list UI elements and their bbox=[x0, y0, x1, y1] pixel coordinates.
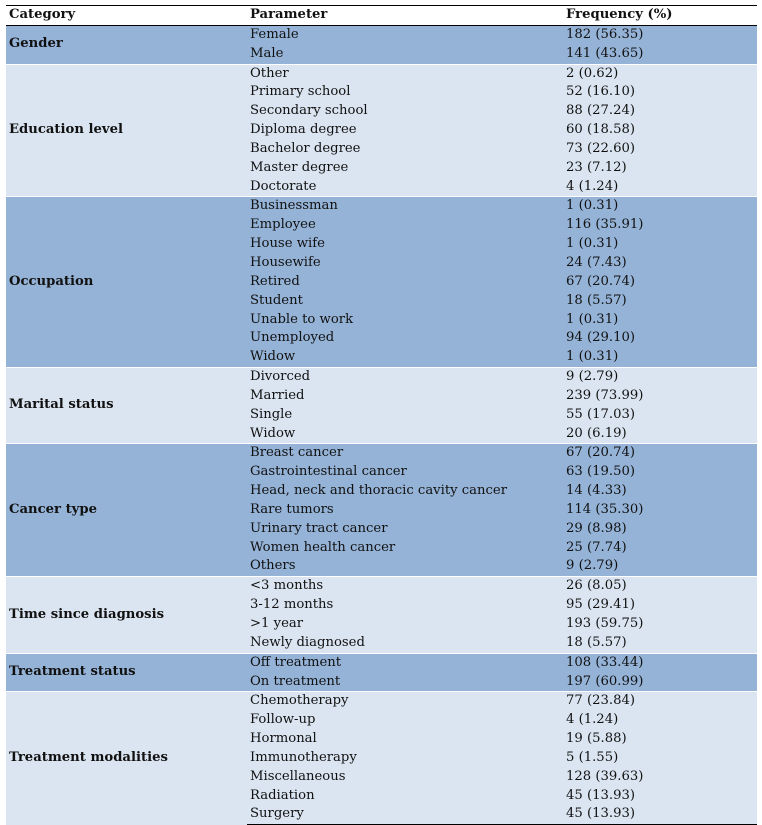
frequency-cell: 18 (5.57) bbox=[563, 634, 757, 653]
parameter-cell: Married bbox=[247, 387, 563, 406]
category-cell: Occupation bbox=[6, 197, 247, 368]
parameter-cell: Businessman bbox=[247, 197, 563, 216]
parameter-cell: Retired bbox=[247, 273, 563, 292]
parameter-cell: Widow bbox=[247, 348, 563, 367]
frequency-cell: 24 (7.43) bbox=[563, 254, 757, 273]
parameter-cell: Unable to work bbox=[247, 311, 563, 330]
parameter-cell: 3-12 months bbox=[247, 596, 563, 615]
parameter-cell: Housewife bbox=[247, 254, 563, 273]
frequency-cell: 114 (35.30) bbox=[563, 501, 757, 520]
parameter-cell: Widow bbox=[247, 425, 563, 444]
parameter-cell: Employee bbox=[247, 216, 563, 235]
table-row bbox=[6, 444, 757, 463]
frequency-cell: 108 (33.44) bbox=[563, 653, 757, 672]
parameter-cell: Divorced bbox=[247, 368, 563, 387]
parameter-cell: Bachelor degree bbox=[247, 140, 563, 159]
parameter-cell: Female bbox=[247, 25, 563, 44]
frequency-cell: 18 (5.57) bbox=[563, 292, 757, 311]
frequency-cell: 45 (13.93) bbox=[563, 805, 757, 824]
parameter-cell: Male bbox=[247, 45, 563, 64]
parameter-cell: On treatment bbox=[247, 673, 563, 692]
frequency-cell: 88 (27.24) bbox=[563, 102, 757, 121]
parameter-cell: Unemployed bbox=[247, 329, 563, 348]
parameter-cell: House wife bbox=[247, 235, 563, 254]
table-row bbox=[6, 25, 757, 44]
header-parameter: Parameter bbox=[247, 6, 563, 26]
frequency-cell: 197 (60.99) bbox=[563, 673, 757, 692]
frequency-cell: 63 (19.50) bbox=[563, 463, 757, 482]
frequency-cell: 45 (13.93) bbox=[563, 787, 757, 806]
parameter-cell: Radiation bbox=[247, 787, 563, 806]
category-cell: Time since diagnosis bbox=[6, 577, 247, 653]
category-cell: Marital status bbox=[6, 368, 247, 444]
table-row bbox=[6, 692, 757, 711]
table-row bbox=[6, 577, 757, 596]
frequency-cell: 9 (2.79) bbox=[563, 368, 757, 387]
frequency-cell: 60 (18.58) bbox=[563, 121, 757, 140]
frequency-cell: 193 (59.75) bbox=[563, 615, 757, 634]
parameter-cell: Follow-up bbox=[247, 711, 563, 730]
demographics-table-container bbox=[6, 5, 757, 825]
frequency-cell: 5 (1.55) bbox=[563, 749, 757, 768]
frequency-cell: 52 (16.10) bbox=[563, 83, 757, 102]
frequency-cell: 94 (29.10) bbox=[563, 329, 757, 348]
demographics-table bbox=[6, 5, 757, 825]
frequency-cell: 19 (5.88) bbox=[563, 730, 757, 749]
parameter-cell: Off treatment bbox=[247, 653, 563, 672]
frequency-cell: 1 (0.31) bbox=[563, 235, 757, 254]
frequency-cell: 67 (20.74) bbox=[563, 444, 757, 463]
parameter-cell: Rare tumors bbox=[247, 501, 563, 520]
parameter-cell: Women health cancer bbox=[247, 539, 563, 558]
parameter-cell: Other bbox=[247, 64, 563, 83]
parameter-cell: Hormonal bbox=[247, 730, 563, 749]
header-category: Category bbox=[6, 6, 247, 26]
parameter-cell: Miscellaneous bbox=[247, 768, 563, 787]
parameter-cell: Others bbox=[247, 557, 563, 576]
frequency-cell: 29 (8.98) bbox=[563, 520, 757, 539]
frequency-cell: 73 (22.60) bbox=[563, 140, 757, 159]
frequency-cell: 67 (20.74) bbox=[563, 273, 757, 292]
frequency-cell: 95 (29.41) bbox=[563, 596, 757, 615]
category-cell: Treatment status bbox=[6, 653, 247, 692]
frequency-cell: 2 (0.62) bbox=[563, 64, 757, 83]
frequency-cell: 1 (0.31) bbox=[563, 311, 757, 330]
frequency-cell: 77 (23.84) bbox=[563, 692, 757, 711]
table-row bbox=[6, 368, 757, 387]
parameter-cell: Gastrointestinal cancer bbox=[247, 463, 563, 482]
frequency-cell: 25 (7.74) bbox=[563, 539, 757, 558]
parameter-cell: Doctorate bbox=[247, 178, 563, 197]
parameter-cell: Urinary tract cancer bbox=[247, 520, 563, 539]
frequency-cell: 4 (1.24) bbox=[563, 711, 757, 730]
frequency-cell: 1 (0.31) bbox=[563, 197, 757, 216]
category-cell: Gender bbox=[6, 25, 247, 64]
frequency-cell: 1 (0.31) bbox=[563, 348, 757, 367]
frequency-cell: 141 (43.65) bbox=[563, 45, 757, 64]
parameter-cell: Surgery bbox=[247, 805, 563, 824]
parameter-cell: Newly diagnosed bbox=[247, 634, 563, 653]
table-row bbox=[6, 653, 757, 672]
table-row bbox=[6, 197, 757, 216]
frequency-cell: 9 (2.79) bbox=[563, 557, 757, 576]
frequency-cell: 4 (1.24) bbox=[563, 178, 757, 197]
parameter-cell: Primary school bbox=[247, 83, 563, 102]
parameter-cell: Student bbox=[247, 292, 563, 311]
parameter-cell: <3 months bbox=[247, 577, 563, 596]
parameter-cell: Immunotherapy bbox=[247, 749, 563, 768]
frequency-cell: 116 (35.91) bbox=[563, 216, 757, 235]
frequency-cell: 182 (56.35) bbox=[563, 25, 757, 44]
category-cell: Treatment modalities bbox=[6, 692, 247, 825]
table-header bbox=[6, 6, 757, 26]
category-cell: Cancer type bbox=[6, 444, 247, 577]
category-cell: Education level bbox=[6, 64, 247, 197]
frequency-cell: 20 (6.19) bbox=[563, 425, 757, 444]
table-body bbox=[6, 25, 757, 824]
parameter-cell: Secondary school bbox=[247, 102, 563, 121]
parameter-cell: Diploma degree bbox=[247, 121, 563, 140]
parameter-cell: Chemotherapy bbox=[247, 692, 563, 711]
frequency-cell: 23 (7.12) bbox=[563, 159, 757, 178]
frequency-cell: 239 (73.99) bbox=[563, 387, 757, 406]
parameter-cell: Breast cancer bbox=[247, 444, 563, 463]
frequency-cell: 128 (39.63) bbox=[563, 768, 757, 787]
frequency-cell: 26 (8.05) bbox=[563, 577, 757, 596]
header-frequency: Frequency (%) bbox=[563, 6, 757, 26]
frequency-cell: 14 (4.33) bbox=[563, 482, 757, 501]
table-row bbox=[6, 64, 757, 83]
parameter-cell: Single bbox=[247, 406, 563, 425]
header-row bbox=[6, 6, 757, 26]
frequency-cell: 55 (17.03) bbox=[563, 406, 757, 425]
parameter-cell: Head, neck and thoracic cavity cancer bbox=[247, 482, 563, 501]
parameter-cell: >1 year bbox=[247, 615, 563, 634]
parameter-cell: Master degree bbox=[247, 159, 563, 178]
